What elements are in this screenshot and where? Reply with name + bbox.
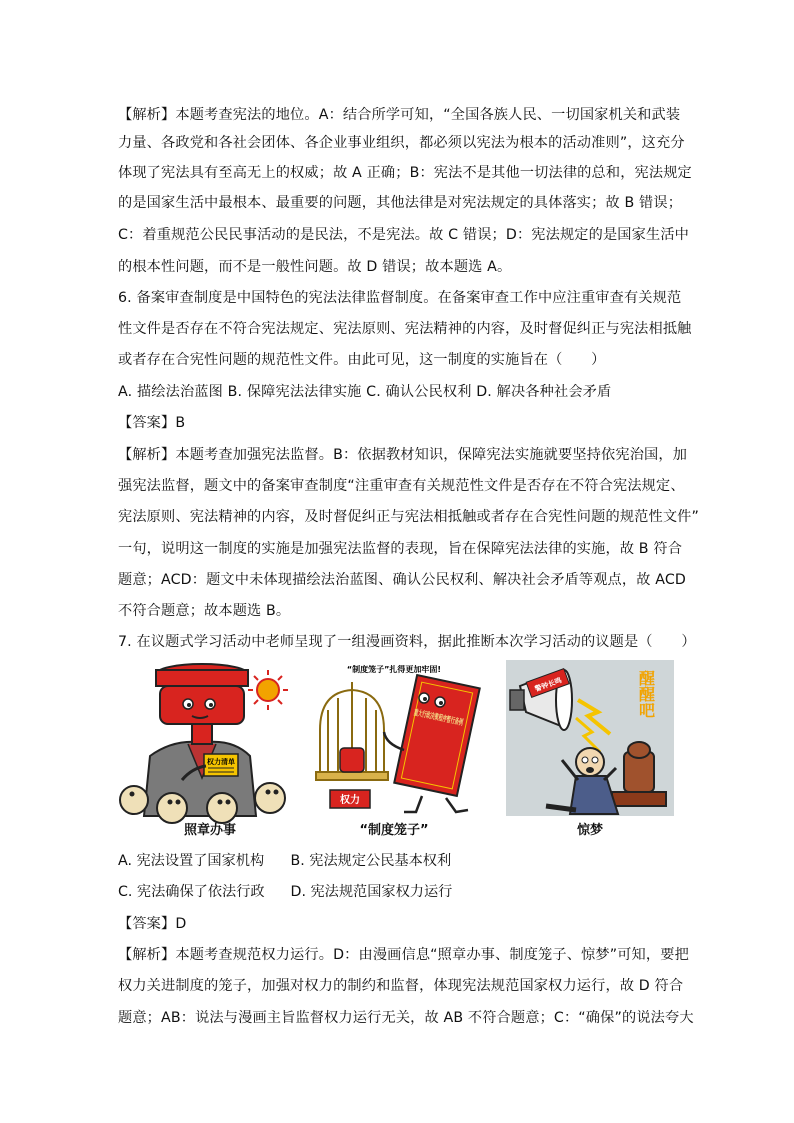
cartoon-panel-2 (306, 660, 509, 816)
option-a: A. 宪法设置了国家机构 (118, 853, 265, 869)
text-line: 或者存在合宪性问题的规范性文件。由此可见，这一制度的实施旨在（ ） (118, 352, 606, 368)
text-line: 的是国家生活中最根本、最重要的问题，其他法律是对宪法规定的具体落实；故 B 错误； (118, 195, 683, 211)
text-line: 题意；ACD：题文中未体现描绘法治蓝图、确认公民权利、解决社会矛盾等观点，故 ACD (118, 572, 686, 588)
cartoon-panel-3 (506, 660, 674, 816)
text-line: 力量、各政党和各社会团体、各企业事业组织，都必须以宪法为根本的活动准则”，这充分 (118, 135, 685, 151)
text-line: 性文件是否存在不符合宪法规定、宪法原则、宪法精神的内容，及时督促纠正与宪法相抵触 (118, 321, 692, 337)
stamp-label: 权力 (340, 795, 360, 806)
answer-6: 【答案】B (118, 415, 186, 431)
caption-panel-1: 照章办事 (183, 823, 236, 838)
options-row-1 (118, 852, 451, 870)
text-line: 体现了宪法具有至高无上的权威；故 A 正确；B：宪法不是其他一切法律的总和，宪法规定 (118, 165, 692, 181)
question-6: 6. 备案审查制度是中国特色的宪法法律监督制度。在备案审查工作中应注重审查有关规范 (118, 290, 682, 306)
caption-panel-3: 惊梦 (576, 823, 603, 838)
side-words: 醒醒吧 (636, 670, 656, 718)
text-line: 一句，说明这一制度的实施是加强宪法监督的表现，旨在保障宪法法律的实施，故 B 符合 (118, 541, 683, 557)
text-line: 强宪法监督，题文中的备案审查制度“注重审查有关规范性文件是否存在不符合宪法规定、 (118, 478, 685, 494)
text-line: 的根本性问题，而不是一般性问题。故 D 错误；故本题选 A。 (118, 259, 512, 275)
cartoon-figure (118, 660, 674, 838)
text-line: 【解析】本题考查宪法的地位。A：结合所学可知，“全国各族人民、一切国家机关和武装 (118, 107, 681, 123)
text-line: 题意；AB：说法与漫画主旨监督权力运行无关，故 AB 不符合题意；C：“确保”的说法夸大 (118, 1010, 694, 1026)
sun-icon (248, 670, 288, 710)
text-line: 宪法原则、宪法精神的内容，及时督促纠正与宪法相抵触或者存在合宪性问题的规范性文件” (118, 509, 700, 525)
answer-7: 【答案】D (118, 916, 187, 932)
cartoon-panel-1 (122, 660, 298, 816)
cage-cartoon-illustration (306, 660, 509, 816)
text-line: C：着重规范公民民事活动的是民法，不是宪法。故 C 错误；D：宪法规定的是国家生活中 (118, 227, 689, 243)
options-row-2 (118, 883, 452, 901)
text-line: 不符合题意；故本题选 B。 (118, 603, 291, 619)
badge-label: 权力清单 (207, 758, 235, 766)
official-cartoon-illustration (122, 660, 298, 816)
option-c: C. 宪法确保了依法行政 (118, 884, 265, 900)
text-line: 【解析】本题考查规范权力运行。D：由漫画信息“照章办事、制度笼子、惊梦”可知，要把 (118, 947, 689, 963)
alarm-cartoon-illustration (506, 660, 674, 816)
option-d: D. 宪法规范国家权力运行 (290, 884, 453, 900)
caption-panel-2: “制度笼子” (359, 823, 429, 838)
megaphone-label: 警钟长鸣 (533, 676, 563, 694)
text-line: 权力关进制度的笼子，加强对权力的制约和监督，体现宪法规范国家权力运行，故 D 符合 (118, 978, 684, 994)
options-line: A. 描绘法治蓝图 B. 保障宪法法律实施 C. 确认公民权利 D. 解决各种社会矛盾 (118, 384, 612, 400)
question-7: 7. 在议题式学习活动中老师呈现了一组漫画资料，据此推断本次学习活动的议题是（ ） (118, 634, 696, 650)
option-b: B. 宪法规定公民基本权利 (290, 853, 452, 869)
book-title: 重大行政决策程序暂行条例 (413, 707, 509, 737)
text-line: 【解析】本题考查加强宪法监督。B：依据教材知识，保障宪法实施就要坚持依宪治国，加 (118, 447, 688, 463)
banner-text: “制度笼子”扎得更加牢固! (346, 665, 442, 674)
